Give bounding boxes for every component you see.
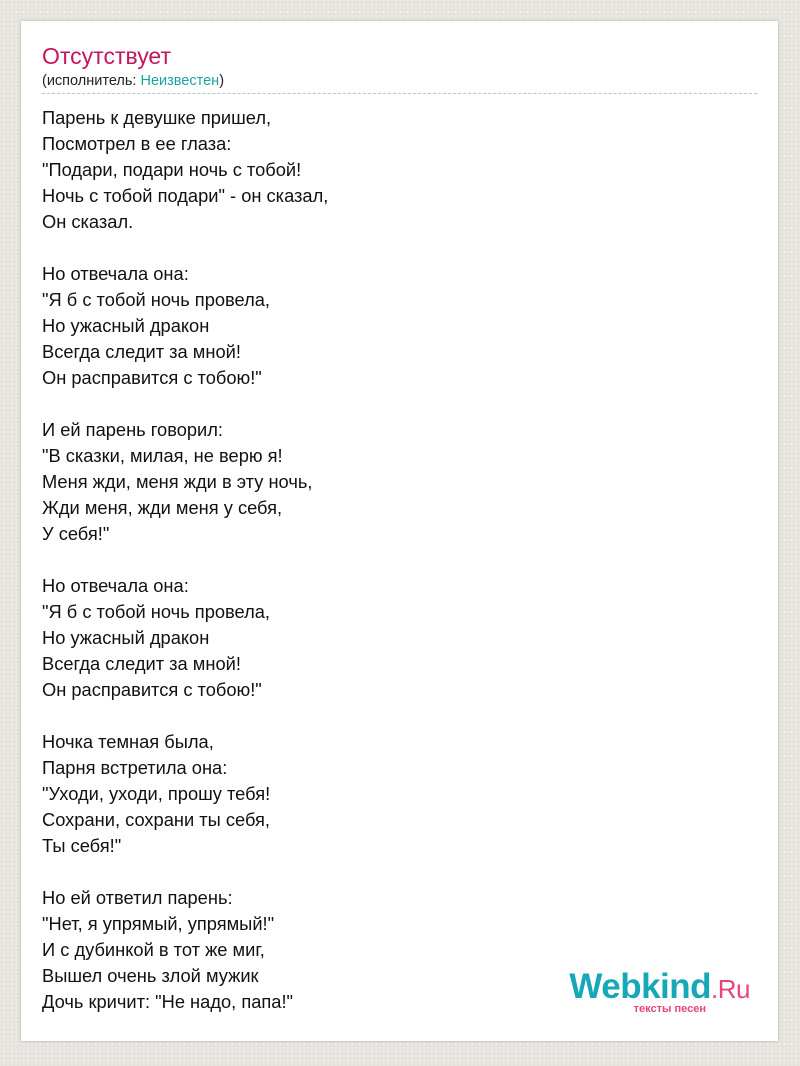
lyrics-line: "Я б с тобой ночь провела, [42,289,271,310]
lyrics-stanza [42,885,328,1015]
lyrics-line: Всегда следит за мной! [42,653,241,674]
artist-link[interactable]: Неизвестен [140,73,220,89]
lyrics-stanza [42,729,328,859]
lyrics-line: Ты себя!" [42,835,122,856]
lyrics-line: Ночь с тобой подари" - он сказал, [42,185,329,206]
lyrics-line: Посмотрел в ее глаза: [42,133,232,154]
lyrics-line: Парня встретила она: [42,757,228,778]
lyrics-line: Парень к девушке пришел, [42,107,272,128]
lyrics-line: "Я б с тобой ночь провела, [42,601,271,622]
lyrics-line: "Уходи, уходи, прошу тебя! [42,783,271,804]
lyrics-card [21,21,778,1041]
lyrics-stanza [42,105,328,235]
lyrics-line: "Нет, я упрямый, упрямый!" [42,913,275,934]
lyrics-line: Но ей ответил парень: [42,887,233,908]
lyrics-line: Но отвечала она: [42,575,189,596]
logo-tld: .Ru [711,974,750,1004]
lyrics-line: Ночка темная была, [42,731,214,752]
lyrics-line: Он расправится с тобою!" [42,679,262,700]
lyrics-line: Но ужасный дракон [42,315,210,336]
lyrics-line: Жди меня, жди меня у себя, [42,497,283,518]
lyrics-text [42,105,328,1041]
lyrics-line: Всегда следит за мной! [42,341,241,362]
title-divider [42,93,757,94]
logo-wordmark [569,969,750,1007]
artist-suffix: ) [219,73,225,89]
artist-line [42,73,224,89]
song-title: Отсутствует [42,43,171,69]
lyrics-line: Он сказал. [42,211,134,232]
artist-prefix: (исполнитель: [42,73,141,89]
lyrics-line: Меня жди, меня жди в эту ночь, [42,471,313,492]
lyrics-line: Он расправится с тобою!" [42,367,262,388]
lyrics-stanza [42,573,328,703]
lyrics-line: "Подари, подари ночь с тобой! [42,159,302,180]
site-logo[interactable] [569,969,750,1015]
lyrics-line: И с дубинкой в тот же миг, [42,939,265,960]
logo-tagline: тексты песен [633,1003,706,1015]
lyrics-stanza [42,261,328,391]
lyrics-line: Но ужасный дракон [42,627,210,648]
lyrics-line: Вышел очень злой мужик [42,965,259,986]
logo-name: Webkind [569,967,712,1006]
lyrics-stanza [42,417,328,547]
lyrics-line: Но отвечала она: [42,263,189,284]
lyrics-line: И ей парень говорил: [42,419,224,440]
lyrics-line: У себя!" [42,523,110,544]
lyrics-line: "В сказки, милая, не верю я! [42,445,283,466]
lyrics-line: Дочь кричит: "Не надо, папа!" [42,991,294,1012]
lyrics-line: Сохрани, сохрани ты себя, [42,809,271,830]
